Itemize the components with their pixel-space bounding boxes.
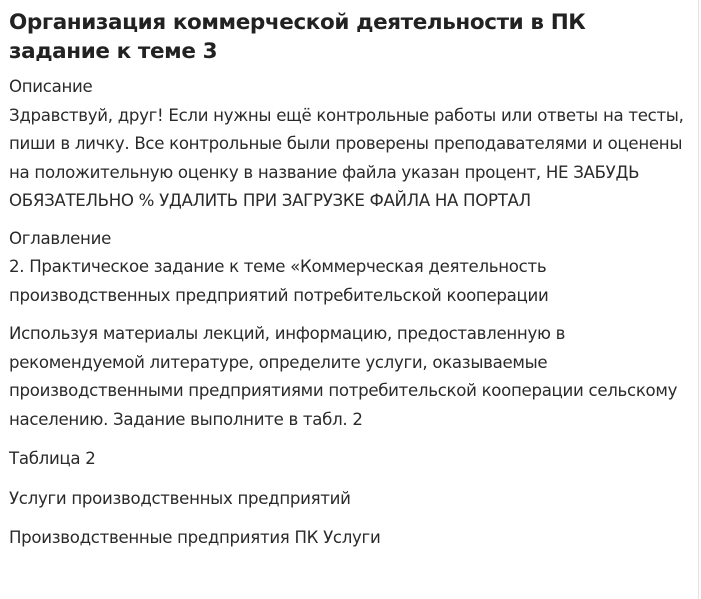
- task-text: Используя материалы лекций, информацию, предоставленную в рекомендуемой литературе, определите услуги, оказываемые производственными предприятиями потребительской кооперации сельскому населению. Задание выполните в табл. 2: [9, 324, 678, 429]
- table-columns: Производственные предприятия ПК Услуги: [9, 528, 381, 547]
- document-content: [9, 8, 693, 553]
- description-text: Здравствуй, друг! Если нужны ещё контрольные работы или ответы на тесты, пиши в личку. Все контрольные были проверены преподавателями и оценены на положительную оценку в название файла указан процент, НЕ ЗАБУДЬ ОБЯЗАТЕЛЬНО % УДАЛИТЬ ПРИ ЗАГРУЗКЕ ФАЙЛА НА ПОРТАЛ: [9, 105, 684, 210]
- table-caption: Услуги производственных предприятий: [9, 488, 351, 508]
- document-title: Организация коммерческой деятельности в ПК задание к теме 3: [9, 10, 586, 64]
- table-title: Таблица 2: [9, 449, 96, 468]
- toc-label: Оглавление: [9, 228, 111, 248]
- description-label: Описание: [9, 77, 93, 96]
- toc-item: 2. Практическое задание к теме «Коммерческая деятельность производственных предприятий потребительской кооперации: [9, 257, 549, 305]
